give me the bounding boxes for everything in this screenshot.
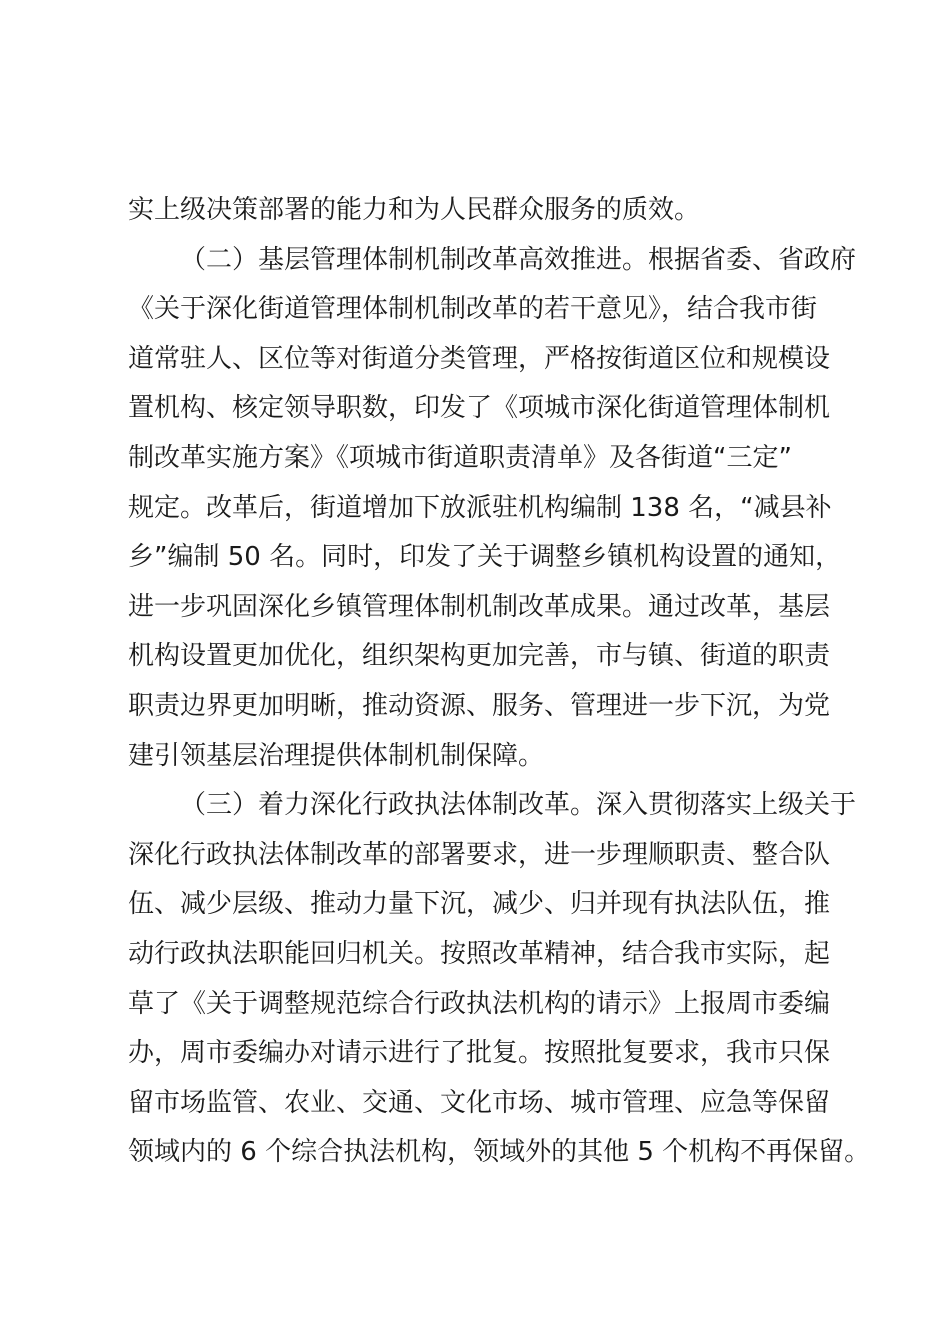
text-line: （三）着力深化行政执法体制改革。深入贯彻落实上级关于 xyxy=(180,790,857,821)
text-line: 伍、减少层级、推动力量下沉，减少、归并现有执法队伍，推 xyxy=(128,889,831,920)
text-line: 办，周市委编办对请示进行了批复。按照批复要求，我市只保 xyxy=(128,1038,831,1069)
text-line: 草了《关于调整规范综合行政执法机构的请示》上报周市委编 xyxy=(128,988,831,1019)
text-line: 机构设置更加优化，组织架构更加完善，市与镇、街道的职责 xyxy=(128,641,831,672)
text-line: 留市场监管、农业、交通、文化市场、城市管理、应急等保留 xyxy=(128,1087,831,1118)
body-text xyxy=(128,186,871,1178)
text-line: 道常驻人、区位等对街道分类管理，严格按街道区位和规模设 xyxy=(128,343,831,374)
text-line: 制改革实施方案》《项城市街道职责清单》及各街道“三定” xyxy=(128,442,792,473)
text-line: 规定。改革后，街道增加下放派驻机构编制 138 名，“减县补 xyxy=(128,492,832,523)
text-line: 置机构、核定领导职数，印发了《项城市深化街道管理体制机 xyxy=(128,393,831,424)
text-line: 进一步巩固深化乡镇管理体制机制改革成果。通过改革，基层 xyxy=(128,591,831,622)
text-line: 深化行政执法体制改革的部署要求，进一步理顺职责、整合队 xyxy=(128,839,831,870)
text-line: 领域内的 6 个综合执法机构，领域外的其他 5 个机构不再保留。 xyxy=(128,1137,871,1168)
text-line: 乡”编制 50 名。同时，印发了关于调整乡镇机构设置的通知， xyxy=(128,542,842,573)
text-line: （二）基层管理体制机制改革高效推进。根据省委、省政府 xyxy=(180,244,857,275)
text-line: 建引领基层治理提供体制机制保障。 xyxy=(128,740,545,771)
text-line: 动行政执法职能回归机关。按照改革精神，结合我市实际，起 xyxy=(128,938,831,969)
text-line: 职责边界更加明晰，推动资源、服务、管理进一步下沉，为党 xyxy=(128,690,831,721)
text-line: 《关于深化街道管理体制机制改革的若干意见》，结合我市街 xyxy=(128,294,818,325)
text-line: 实上级决策部署的能力和为人民群众服务的质效。 xyxy=(128,195,701,225)
